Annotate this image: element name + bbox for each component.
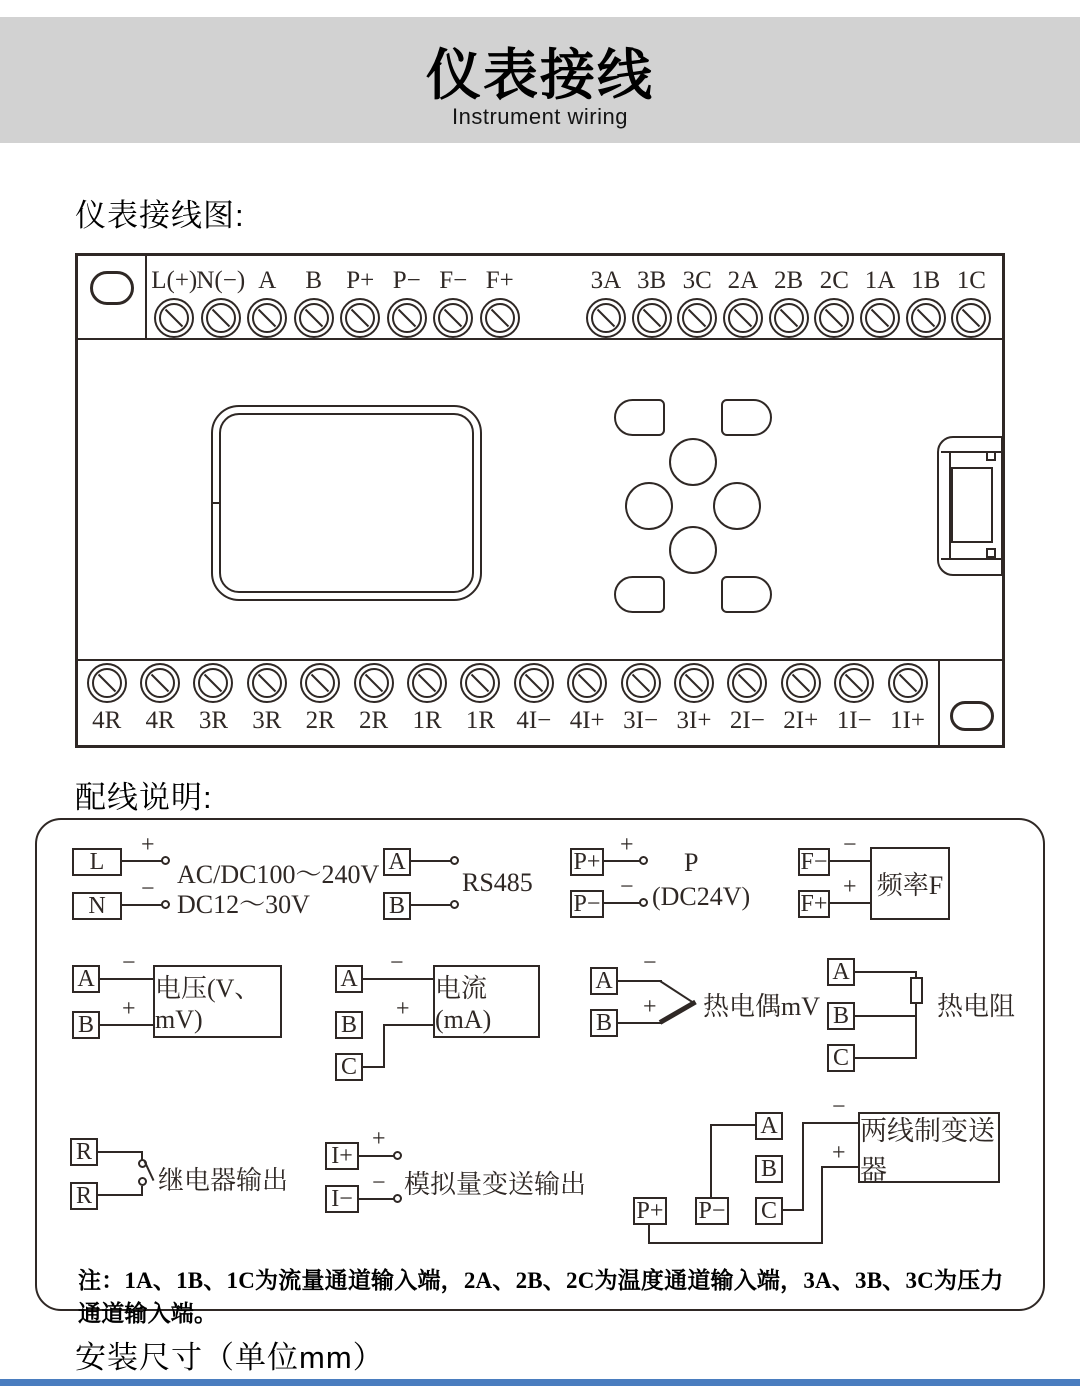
wire-end-node bbox=[450, 900, 459, 909]
terminal-box-A: A bbox=[335, 965, 363, 993]
plus-sign: + bbox=[832, 1140, 846, 1166]
screw-terminal-icon bbox=[860, 298, 900, 338]
screw-terminal-icon bbox=[480, 298, 520, 338]
terminal-label: 1R bbox=[412, 707, 442, 734]
plus-sign: + bbox=[620, 832, 634, 858]
terminal-2C bbox=[811, 266, 857, 338]
terminal-box-B: B bbox=[72, 1011, 100, 1039]
section-title-install-dimensions: 安装尺寸（单位mm） bbox=[75, 1340, 385, 1375]
terminal-box-I-minus: I− bbox=[325, 1185, 359, 1213]
wire bbox=[122, 860, 162, 862]
mounting-slot-top-left bbox=[90, 271, 134, 305]
screw-terminal-icon bbox=[951, 298, 991, 338]
terminal-box-B: B bbox=[590, 1009, 618, 1037]
terminal-label: 2R bbox=[305, 707, 335, 734]
screw-terminal-icon bbox=[354, 663, 394, 703]
screw-terminal-icon bbox=[300, 663, 340, 703]
terminal-F− bbox=[430, 266, 477, 338]
wire bbox=[100, 978, 153, 980]
terminal-box-P-plus: P+ bbox=[633, 1197, 667, 1225]
screw-terminal-icon bbox=[247, 298, 287, 338]
terminal-3I− bbox=[614, 663, 667, 735]
next-section-accent-strip bbox=[0, 1379, 1080, 1386]
wire-end-node bbox=[161, 856, 170, 865]
frequency-device-box: 频率F bbox=[870, 847, 950, 920]
minus-sign: − bbox=[643, 950, 657, 976]
thermocouple-label: 热电偶mV bbox=[703, 992, 821, 1021]
wire bbox=[802, 1122, 858, 1124]
terminal-label: N(−) bbox=[196, 267, 246, 294]
screw-terminal-icon bbox=[294, 298, 334, 338]
wire bbox=[618, 1022, 662, 1024]
keypad-button-top-right bbox=[721, 399, 772, 436]
minus-sign: − bbox=[372, 1170, 386, 1196]
section-title-wiring-notes: 配线说明: bbox=[75, 780, 213, 815]
terminal-P+ bbox=[337, 266, 384, 338]
relay-contact-node bbox=[138, 1177, 147, 1186]
terminal-1A bbox=[857, 266, 903, 338]
terminal-label: F− bbox=[439, 267, 468, 294]
terminal-label: 2I+ bbox=[783, 707, 819, 734]
terminal-label: P− bbox=[392, 267, 421, 294]
rtd-resistor-symbol bbox=[910, 977, 923, 1004]
terminal-3C bbox=[674, 266, 720, 338]
page-subtitle: Instrument wiring bbox=[451, 103, 628, 129]
terminal-label: 3R bbox=[252, 707, 282, 734]
minus-sign: − bbox=[141, 876, 155, 902]
screw-terminal-icon bbox=[387, 298, 427, 338]
terminal-F+ bbox=[477, 266, 524, 338]
terminal-label: 2C bbox=[819, 267, 849, 294]
terminal-N(−) bbox=[198, 266, 245, 338]
relay-label: 继电器输出 bbox=[158, 1166, 289, 1195]
wire bbox=[98, 1194, 143, 1196]
screw-terminal-icon bbox=[814, 298, 854, 338]
minus-sign: − bbox=[620, 874, 634, 900]
screw-terminal-icon bbox=[674, 663, 714, 703]
plus-sign: + bbox=[396, 996, 410, 1022]
terminal-2A bbox=[720, 266, 766, 338]
screw-terminal-icon bbox=[781, 663, 821, 703]
terminal-box-I-plus: I+ bbox=[325, 1142, 359, 1170]
power-spec-line1: AC/DC100～240V bbox=[177, 860, 380, 889]
terminal-box-B: B bbox=[335, 1011, 363, 1039]
screw-terminal-icon bbox=[460, 663, 500, 703]
keypad-circle-left bbox=[625, 482, 673, 530]
transmitter-device-box: 两线制变送器 bbox=[858, 1112, 1000, 1183]
wire bbox=[648, 1225, 650, 1244]
terminal-label: 2R bbox=[359, 707, 389, 734]
screw-terminal-icon bbox=[723, 298, 763, 338]
terminal-label: 1C bbox=[956, 267, 986, 294]
rtd-label: 热电阻 bbox=[937, 992, 1016, 1021]
terminal-box-F-minus: F− bbox=[798, 848, 830, 876]
wiring-note: 注：1A、1B、1C为流量通道输入端，2A、2B、2C为温度通道输入端，3A、3B、3C为压力通道输入端。 bbox=[78, 1268, 1004, 1326]
wire-end-node bbox=[393, 1151, 402, 1160]
wire bbox=[363, 1066, 385, 1068]
plus-sign: + bbox=[141, 832, 155, 858]
wire bbox=[359, 1155, 394, 1157]
plus-sign: + bbox=[643, 994, 657, 1020]
wire bbox=[98, 1151, 143, 1153]
terminal-label: 4I+ bbox=[569, 707, 605, 734]
terminal-2R bbox=[294, 663, 347, 735]
side-connector-notch bbox=[986, 548, 996, 558]
screw-terminal-icon bbox=[140, 663, 180, 703]
screw-terminal-icon bbox=[407, 663, 447, 703]
terminal-label: 2I− bbox=[729, 707, 765, 734]
wire bbox=[411, 860, 451, 862]
terminal-3I+ bbox=[667, 663, 720, 735]
aux-power-spec: (DC24V) bbox=[652, 882, 751, 911]
terminal-B bbox=[291, 266, 338, 338]
plus-sign: + bbox=[372, 1126, 386, 1152]
terminal-box-R: R bbox=[70, 1138, 98, 1166]
wire bbox=[604, 902, 640, 904]
terminal-box-P-minus: P− bbox=[570, 890, 604, 918]
terminal-1C bbox=[949, 266, 995, 338]
terminal-label: 3C bbox=[682, 267, 712, 294]
bottom-right-compartment-divider bbox=[938, 661, 940, 746]
wire bbox=[618, 980, 662, 982]
terminal-label: 1R bbox=[465, 707, 496, 734]
terminal-2I+ bbox=[774, 663, 827, 735]
side-connector-slot bbox=[951, 467, 993, 543]
screw-terminal-icon bbox=[433, 298, 473, 338]
terminal-label: 4I− bbox=[516, 707, 552, 734]
terminal-label: 4R bbox=[145, 707, 175, 734]
wire bbox=[830, 902, 870, 904]
wire bbox=[411, 904, 451, 906]
terminal-label: F+ bbox=[485, 267, 514, 294]
terminal-label: 1I− bbox=[836, 707, 872, 734]
screw-terminal-icon bbox=[586, 298, 626, 338]
wire-end-node bbox=[161, 900, 170, 909]
terminal-box-P-minus: P− bbox=[695, 1197, 729, 1225]
terminal-box-A: A bbox=[72, 965, 100, 993]
screw-terminal-icon bbox=[567, 663, 607, 703]
terminal-2R bbox=[347, 663, 400, 735]
wire bbox=[100, 1024, 153, 1026]
wire bbox=[830, 860, 870, 862]
wire bbox=[855, 971, 917, 973]
terminal-1I− bbox=[827, 663, 880, 735]
terminal-box-A: A bbox=[383, 848, 411, 876]
wire bbox=[855, 1057, 917, 1059]
terminal-label: 3I− bbox=[623, 707, 659, 734]
wire bbox=[783, 1209, 804, 1211]
wire bbox=[821, 1166, 823, 1244]
current-device-box: 电流(mA) bbox=[433, 965, 540, 1038]
terminal-3R bbox=[240, 663, 293, 735]
screw-terminal-icon bbox=[632, 298, 672, 338]
terminal-box-C: C bbox=[827, 1044, 855, 1072]
power-spec-line2: DC12～30V bbox=[177, 890, 310, 919]
keypad-button-top-left bbox=[614, 399, 665, 436]
wire bbox=[383, 1024, 433, 1026]
wire bbox=[122, 904, 162, 906]
screw-terminal-icon bbox=[247, 663, 287, 703]
terminal-box-C: C bbox=[755, 1197, 783, 1225]
terminal-label: 2A bbox=[727, 267, 759, 294]
terminal-4R bbox=[133, 663, 186, 735]
mounting-slot-bottom-right bbox=[950, 701, 994, 731]
terminal-box-B: B bbox=[383, 892, 411, 920]
display-screen bbox=[219, 413, 474, 593]
terminal-label: P+ bbox=[346, 267, 375, 294]
terminal-1R bbox=[454, 663, 507, 735]
terminal-box-P-plus: P+ bbox=[570, 848, 604, 876]
terminal-4R bbox=[80, 663, 133, 735]
terminal-box-N: N bbox=[72, 892, 122, 920]
wire bbox=[363, 978, 433, 980]
wire bbox=[604, 860, 640, 862]
wire-end-node bbox=[639, 898, 648, 907]
terminal-box-B: B bbox=[827, 1002, 855, 1030]
top-left-compartment-divider bbox=[145, 256, 147, 339]
terminal-P− bbox=[384, 266, 431, 338]
wire bbox=[710, 1124, 755, 1126]
terminal-L(+) bbox=[151, 266, 198, 338]
bottom-strip-divider bbox=[76, 659, 1004, 661]
rs485-label: RS485 bbox=[462, 868, 533, 897]
screw-terminal-icon bbox=[888, 663, 928, 703]
keypad-circle-down bbox=[669, 526, 717, 574]
screw-terminal-icon bbox=[193, 663, 233, 703]
terminal-label: 3B bbox=[636, 267, 667, 294]
terminal-4I− bbox=[507, 663, 560, 735]
plus-sign: + bbox=[122, 996, 136, 1022]
terminal-1R bbox=[400, 663, 453, 735]
terminal-label: 3R bbox=[198, 707, 229, 734]
terminal-3A bbox=[583, 266, 629, 338]
keypad-circle-up bbox=[669, 438, 717, 486]
terminal-4I+ bbox=[561, 663, 614, 735]
wire-end-node bbox=[639, 856, 648, 865]
wire bbox=[359, 1198, 394, 1200]
wire bbox=[648, 1242, 823, 1244]
terminal-label: 1A bbox=[864, 267, 896, 294]
screw-terminal-icon bbox=[727, 663, 767, 703]
screw-terminal-icon bbox=[154, 298, 194, 338]
minus-sign: − bbox=[122, 950, 136, 976]
terminal-2I− bbox=[721, 663, 774, 735]
screw-terminal-icon bbox=[514, 663, 554, 703]
screw-terminal-icon bbox=[621, 663, 661, 703]
wire bbox=[383, 1024, 385, 1068]
page-title: 仪表接线 bbox=[425, 43, 654, 106]
terminal-box-L: L bbox=[72, 848, 122, 876]
screw-terminal-icon bbox=[677, 298, 717, 338]
terminal-3B bbox=[629, 266, 675, 338]
terminal-1I+ bbox=[881, 663, 934, 735]
terminal-label: B bbox=[305, 267, 323, 294]
screw-terminal-icon bbox=[87, 663, 127, 703]
terminal-label: 1I+ bbox=[890, 707, 926, 734]
keypad-circle-right bbox=[713, 482, 761, 530]
terminal-A bbox=[244, 266, 291, 338]
screw-terminal-icon bbox=[906, 298, 946, 338]
terminal-3R bbox=[187, 663, 240, 735]
terminal-label: 1B bbox=[911, 267, 941, 294]
screw-terminal-icon bbox=[201, 298, 241, 338]
side-connector-notch bbox=[986, 451, 996, 461]
terminal-box-B: B bbox=[755, 1155, 783, 1183]
terminal-label: 3A bbox=[590, 267, 622, 294]
wire bbox=[710, 1124, 712, 1197]
terminal-box-F-plus: F+ bbox=[798, 890, 830, 918]
screw-terminal-icon bbox=[340, 298, 380, 338]
terminal-1B bbox=[903, 266, 949, 338]
terminal-box-A: A bbox=[590, 967, 618, 995]
keypad-button-bottom-left bbox=[614, 576, 665, 613]
terminal-box-C: C bbox=[335, 1053, 363, 1081]
terminal-box-R: R bbox=[70, 1182, 98, 1210]
minus-sign: − bbox=[843, 832, 857, 858]
terminal-label: 3I+ bbox=[676, 707, 712, 734]
minus-sign: − bbox=[832, 1094, 846, 1120]
aux-power-name: P bbox=[684, 848, 699, 877]
terminal-box-A: A bbox=[827, 958, 855, 986]
wire bbox=[855, 1015, 917, 1017]
plus-sign: + bbox=[843, 874, 857, 900]
keypad-button-bottom-right bbox=[721, 576, 772, 613]
wire-end-node bbox=[450, 856, 459, 865]
section-title-wiring-diagram: 仪表接线图: bbox=[75, 198, 245, 233]
terminal-label: L(+) bbox=[151, 267, 198, 294]
wire-end-node bbox=[393, 1194, 402, 1203]
terminal-box-A: A bbox=[755, 1112, 783, 1140]
terminal-2B bbox=[766, 266, 812, 338]
screw-terminal-icon bbox=[769, 298, 809, 338]
terminal-label: 4R bbox=[92, 707, 122, 734]
bottom-terminal-row bbox=[80, 663, 934, 743]
voltage-device-box: 电压(V、mV) bbox=[153, 965, 282, 1038]
wire bbox=[802, 1122, 804, 1211]
terminal-label: 2B bbox=[774, 267, 804, 294]
minus-sign: − bbox=[390, 950, 404, 976]
terminal-label: A bbox=[258, 267, 277, 294]
analog-output-label: 模拟量变送输出 bbox=[404, 1170, 587, 1199]
screw-terminal-icon bbox=[834, 663, 874, 703]
top-terminal-row bbox=[151, 266, 994, 344]
header-banner bbox=[0, 17, 1080, 143]
display-edge-tick bbox=[211, 502, 221, 504]
